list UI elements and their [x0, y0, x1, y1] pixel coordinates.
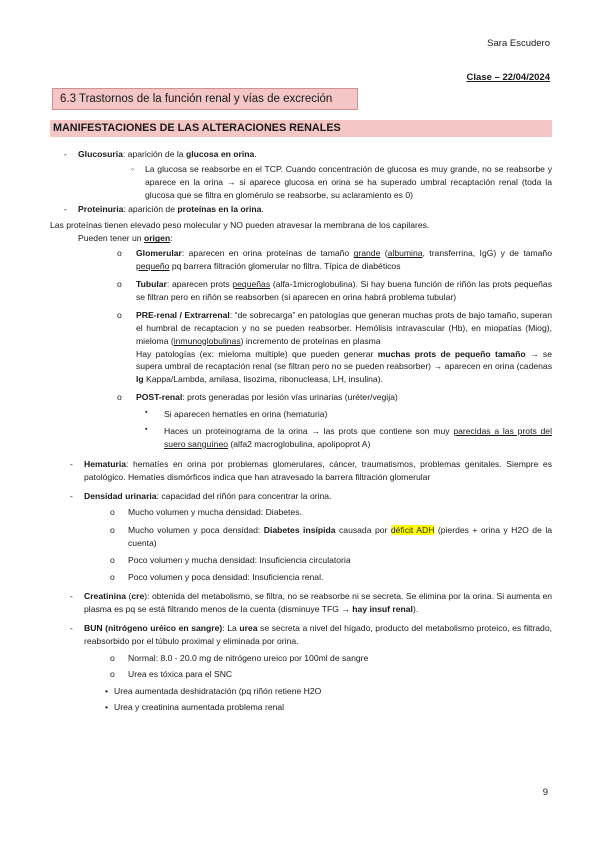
page-number: 9 [542, 787, 548, 798]
chapter-title: 6.3 Trastornos de la función renal y vías de excreción [52, 88, 358, 110]
bun-dot-2: • Urea y creatinina aumentada problema renal [105, 702, 285, 713]
o-bullet: o [110, 507, 115, 518]
postrenal-sub-1: ▪ Si aparecen hematíes en orina (hematuria) [145, 409, 328, 420]
o-bullet: o [110, 572, 115, 583]
origin-postrenal: o POST-renal: prots generadas por lesión vías urinarias (uréter/vegija) [117, 392, 398, 403]
bun-dot-1: • Urea aumentada deshidratación (pq riñón retiene H2O [105, 686, 322, 697]
proteinuria-note: Las proteínas tienen elevado peso molecular y NO pueden atravesar la membrana de los capilares. [50, 219, 430, 230]
dot-bullet: • [105, 702, 109, 713]
proteinuria-item: - Proteinuria: aparición de proteínas en la orina. [64, 203, 264, 214]
o-bullet: o [110, 555, 115, 566]
section-heading: MANIFESTACIONES DE LAS ALTERACIONES RENALES [50, 120, 552, 137]
o-bullet: o [117, 392, 122, 403]
o-bullet: o [117, 279, 122, 290]
author-name: Sara Escudero [487, 38, 550, 49]
origin-tubular: o Tubular: aparecen prots pequeñas (alfa-1microglobulina). Si hay buena función de riñón las prots pequeñas se filtran pero en riñón se reabsorben (si aparecen en orina habrá problema tubular) [117, 279, 552, 303]
dash-bullet: - [70, 458, 73, 469]
densidad-item: - Densidad urinaria: capacidad del riñón para concentrar la orina. [70, 490, 332, 501]
class-date: Clase – 22/04/2024 [466, 72, 550, 83]
densidad-sub-3: o Poco volumen y mucha densidad: Insuficiencia circulatoria [110, 555, 351, 566]
dash-bullet: - [70, 590, 73, 601]
proteinuria-origin: Pueden tener un origen: [78, 233, 173, 244]
o-bullet: o [110, 652, 115, 663]
notes-body [50, 148, 552, 714]
origin-glomerular: o Glomerular: aparecen en orina proteínas de tamaño grande (albumina, transferrina, IgG) y de tamaño pequeño pq barrera filtración glomerular no filtra. Típica de diabéticos [117, 248, 552, 272]
o-bullet: o [117, 248, 122, 259]
dash-bullet: - [70, 622, 73, 633]
bun-sub-1: o Normal: 8.0 - 20.0 mg de nitrógeno ureico por 100ml de sangre [110, 652, 369, 663]
o-bullet: o [110, 525, 115, 536]
bun-sub-2: o Urea es tóxica para el SNC [110, 669, 233, 680]
glucosuria-item: - Glucosuria: aparición de la glucosa en orina. [64, 149, 257, 159]
dash-bullet: - [70, 490, 73, 501]
circle-bullet: ◦ [131, 164, 135, 174]
square-bullet: ▪ [145, 409, 148, 417]
highlighted-text: déficit ADH [390, 525, 435, 536]
hematuria-item: - Hematuria: hematíes en orina por problemas glomerulares, cáncer, traumatismos, problemas genitales. Siempre es patológico. Hematíes dismórficos indica que han atravesado la barrera filtración glomerular [70, 458, 552, 482]
dash-bullet: - [64, 149, 67, 159]
postrenal-sub-2: ▪ Haces un proteinograma de la orina → las prots que contiene son muy parecidas a las prots del suero sanguíneo (alfa2 macroglobulina, apolipoprot A) [145, 426, 552, 449]
densidad-sub-1: o Mucho volumen y mucha densidad: Diabetes. [110, 507, 302, 518]
densidad-sub-4: o Poco volumen y poca densidad: Insuficiencia renal. [110, 572, 324, 583]
glucosuria-detail: ◦ La glucosa se reabsorbe en el TCP. Cuando concentración de glucosa es muy grande, no se reabsorbe y aparece en la orina → si aparece glucosa en orina se ha superado umbral recaptación renal (toda la glucosa que se filtra en glomérulo se reabsorbe, su aclaramiento es 0) [131, 164, 552, 200]
densidad-sub-2: o Mucho volumen y poca densidad: Diabetes insípida causada por déficit ADH (pierdes + orina y H2O de la cuenta) [110, 525, 553, 549]
bun-item: - BUN (nitrógeno uréico en sangre): La urea se secreta a nivel del hígado, producto del metabolismo proteico, es filtrado, reabsorbido por el túbulo proximal y eliminada por orina. [70, 622, 552, 646]
origin-prerenal: o PRE-renal / Extrarrenal: “de sobrecarga” en patologías que generan muchas prots de bajo tamaño, superan el humbral de recaptacion y no se pueden reabsorber. Hemólisis intravascular (Hb), en miopatías (Miog), mieloma (inmunoglobulinas) incremento de proteínas en plasma Hay patologías (ex: mieloma multiple) que pueden generar muchas prots de pequeño tamaño → se supera umbral de recaptación renal (se filtran pero no se pueden reabsorber) → aparecen en orina (cadenas Ig Kappa/Lambda, amilasa, lisozima, ribonucleasa, LH, insulina). [117, 309, 552, 385]
dash-bullet: - [64, 203, 67, 214]
dot-bullet: • [105, 686, 109, 697]
o-bullet: o [110, 669, 115, 680]
creatinina-item: - Creatinina (cre): obtenida del metabolismo, se filtra, no se reabsorbe ni se secreta. Se elimina por la orina. Si aumenta en plasma es pq se está filtrando menos de la cuenta (disminuye TFG → hay insuf renal). [70, 590, 553, 614]
o-bullet: o [117, 309, 122, 320]
square-bullet: ▪ [145, 426, 148, 434]
